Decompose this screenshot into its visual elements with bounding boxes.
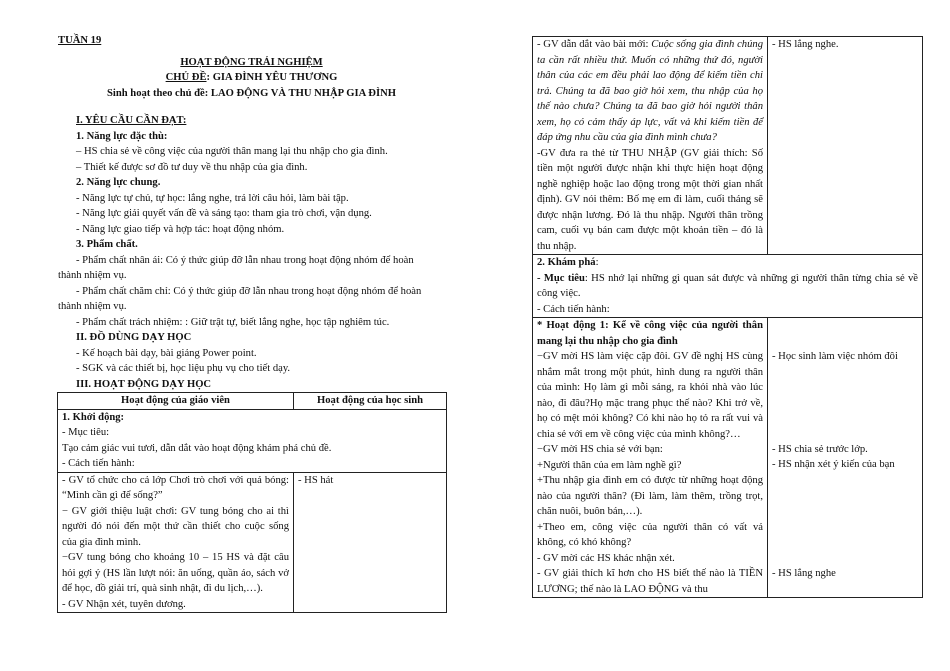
text-paragraph: - HS lắng nghe — [772, 567, 836, 579]
subsection-specific: 1. Năng lực đặc thù: — [76, 130, 168, 142]
text-line: - Kế hoạch bài dạy, bài giảng Power point. — [76, 347, 257, 359]
text-paragraph: - HS chia sẻ trước lớp. — [772, 443, 868, 455]
section-activities: III. HOẠT ĐỘNG DẠY HỌC — [76, 378, 212, 390]
explore-cell — [533, 255, 923, 318]
text-line: - Năng lực tự chủ, tự học: lắng nghe, trả lời câu hỏi, làm bài tập. — [76, 192, 349, 204]
table-header-row — [58, 393, 447, 410]
text-line: - Mục tiêu: — [62, 427, 110, 438]
text-line: - Mục tiêu: HS nhớ lại những gì quan sát được và những gì người thân từng chia sẻ về công việc. — [537, 272, 919, 299]
header-teacher: Hoạt động của giáo viên — [58, 393, 294, 410]
text-paragraph: −GV mời HS chia sẻ với bạn: — [537, 444, 663, 455]
header-student: Hoạt động của học sinh — [294, 393, 447, 410]
table-row — [533, 37, 923, 255]
activity-title: HOẠT ĐỘNG TRẢI NGHIỆM — [180, 56, 323, 68]
text-paragraph: - GV giải thích kĩ hơn cho HS biết thế nào là TIỀN LƯƠNG; thế nào là LAO ĐỘNG và thu — [537, 568, 763, 595]
subsection-general: 2. Năng lực chung. — [76, 177, 161, 188]
text-paragraph: - GV tổ chức cho cả lớp Chơi trò chơi với quả bóng: “Mình cần gì để sống?” — [62, 474, 289, 501]
section-materials: II. ĐỒ DÙNG DẠY HỌC — [76, 332, 192, 343]
spacer — [772, 318, 918, 349]
document-title — [58, 55, 445, 102]
text-line: - SGK và các thiết bị, học liệu phụ vụ cho tiết dạy. — [76, 363, 291, 374]
student-cell — [294, 472, 447, 613]
text-line: thành nhiệm vụ. — [58, 301, 127, 312]
text-line: - Năng lực giao tiếp và hợp tác: hoạt động nhóm. — [76, 223, 285, 235]
table-row — [58, 409, 447, 472]
text-line: - Năng lực giải quyết vấn đề và sáng tạo: tham gia trò chơi, vận dụng. — [76, 208, 372, 219]
text-paragraph: +Thu nhập gia đình em có được từ những hoạt động nào của người thân? (Đi làm, làm thêm, trồng trọt, chăn nuôi, buôn bán,…). — [537, 475, 763, 517]
text-line: – HS chia sẻ về công việc của người thân mang lại thu nhập cho gia đình. — [76, 146, 388, 157]
warmup-cell — [58, 409, 447, 472]
spacer — [772, 473, 918, 566]
warmup-heading: 1. Khởi động: — [62, 411, 125, 423]
subsection-qualities: 3. Phẩm chất. — [76, 239, 138, 250]
left-page — [58, 33, 445, 613]
section-requirements: I. YÊU CẦU CẦN ĐẠT: — [76, 115, 187, 126]
table-row — [533, 255, 923, 318]
text-paragraph: +Người thân của em làm nghề gì? — [537, 459, 682, 471]
text-line: – Thiết kế được sơ đồ tư duy về thu nhập của gia đình. — [76, 161, 308, 173]
table-row — [533, 318, 923, 598]
text-paragraph: −GV tung bóng cho khoảng 10 – 15 HS và đặt câu hỏi gợi ý (HS lần lượt nói: ăn uống, quần áo, sách vở để học, đồ giải trí, quà sinh nhật, đi du lịch,…). — [62, 552, 289, 594]
topic-line: CHỦ ĐỀ: GIA ĐÌNH YÊU THƯƠNG — [165, 72, 338, 83]
text-line: - Phẩm chất nhân ái: Có ý thức giúp đỡ lẫn nhau trong hoạt động nhóm để hoàn — [76, 254, 414, 266]
activity-table-right — [532, 36, 923, 598]
text-paragraph: - GV mời các HS khác nhận xét. — [537, 552, 675, 564]
spacer — [772, 365, 918, 442]
text-line: - Cách tiến hành: — [62, 458, 135, 469]
student-cell — [768, 37, 923, 255]
text-line: - Phẩm chất trách nhiệm: : Giữ trật tự, biết lắng nghe, học tập nghiêm túc. — [76, 316, 390, 328]
text-paragraph: - HS nhận xét ý kiến của bạn — [772, 459, 895, 470]
text-paragraph: −GV mời HS làm việc cặp đôi. GV đề nghị HS cùng nhắm mắt trong một phút, hình dung ra người thân của mình: Họ làm gì mỗi sáng, ra khỏi nhà vào lúc nào, đi đâu?Họ mặc trang phục thế nào? Khi trở về, họ có mệt mỏi không? Có khi nào họ tỏ ra rất vui và chia sẻ với em về công việc của mình không?… — [537, 351, 763, 440]
text-paragraph: - HS hát — [298, 474, 334, 486]
text-paragraph: - GV Nhận xét, tuyên dương. — [62, 598, 186, 610]
teacher-cell — [58, 472, 294, 613]
subtitle: Sinh hoạt theo chủ đề: LAO ĐỘNG VÀ THU NHẬP GIA ĐÌNH — [107, 87, 396, 99]
text-paragraph: - Học sinh làm việc nhóm đôi — [772, 351, 898, 362]
text-paragraph: +Theo em, công việc của người thân có vất vả không, có khó không? — [537, 521, 763, 548]
text-paragraph: - GV dẫn dắt vào bài mới: Cuộc sống gia đình chúng ta cần rất nhiều thứ. Muốn có những thứ đó, người thân của các em đều phải lao động để kiếm tiền chi trả. Chúng ta đã bao giờ hỏi xem, thu nhập của họ thế nào chưa? Chúng ta đã bao giờ hỏi người thân xem, họ có cảm thấy áp lực, vất vả khi kiếm tiền để đáp ứng nhu cầu của gia đình mình chưa? — [537, 39, 763, 143]
explore-heading: 2. Khám phá: — [537, 257, 599, 268]
table-row — [58, 472, 447, 613]
teacher-cell — [533, 37, 768, 255]
text-line: - Cách tiến hành: — [537, 303, 610, 315]
text-paragraph: - HS lắng nghe. — [772, 39, 839, 50]
text-line: Tạo cảm giác vui tươi, dẫn dắt vào hoạt động khám phá chủ đề. — [62, 442, 332, 454]
text-line: thành nhiệm vụ. — [58, 270, 127, 281]
text-paragraph: -GV đưa ra thẻ từ THU NHẬP (GV giải thích: Số tiền một người được nhận khi thực hiện hoạt động nghề nghiệp hoặc lao động trong một thời gian nhất định). GV nói thêm: Bố mẹ em đi làm, cuối tháng sẽ được nhận lương. Đó là thu nhập. Người thân trồng cam, cuối vụ bán cam được một khoản tiền – đó là thu nhập. — [537, 147, 763, 252]
right-page — [532, 36, 922, 598]
text-line: - Phẩm chất chăm chỉ: Có ý thức giúp đỡ lẫn nhau trong hoạt động nhóm để hoàn — [76, 285, 422, 297]
text-paragraph: − GV giới thiệu luật chơi: GV tung bóng cho ai thì người đó nói đến một thứ cần thiết cho cuộc sống của gia đình mình. — [62, 505, 289, 548]
week-label: TUẦN 19 — [58, 35, 102, 46]
activity-1-heading: * Hoạt động 1: Kể về công việc của người thân mang lại thu nhập cho gia đình — [537, 320, 763, 347]
teacher-cell — [533, 318, 768, 598]
activity-table-left — [57, 392, 447, 613]
student-cell — [768, 318, 923, 598]
